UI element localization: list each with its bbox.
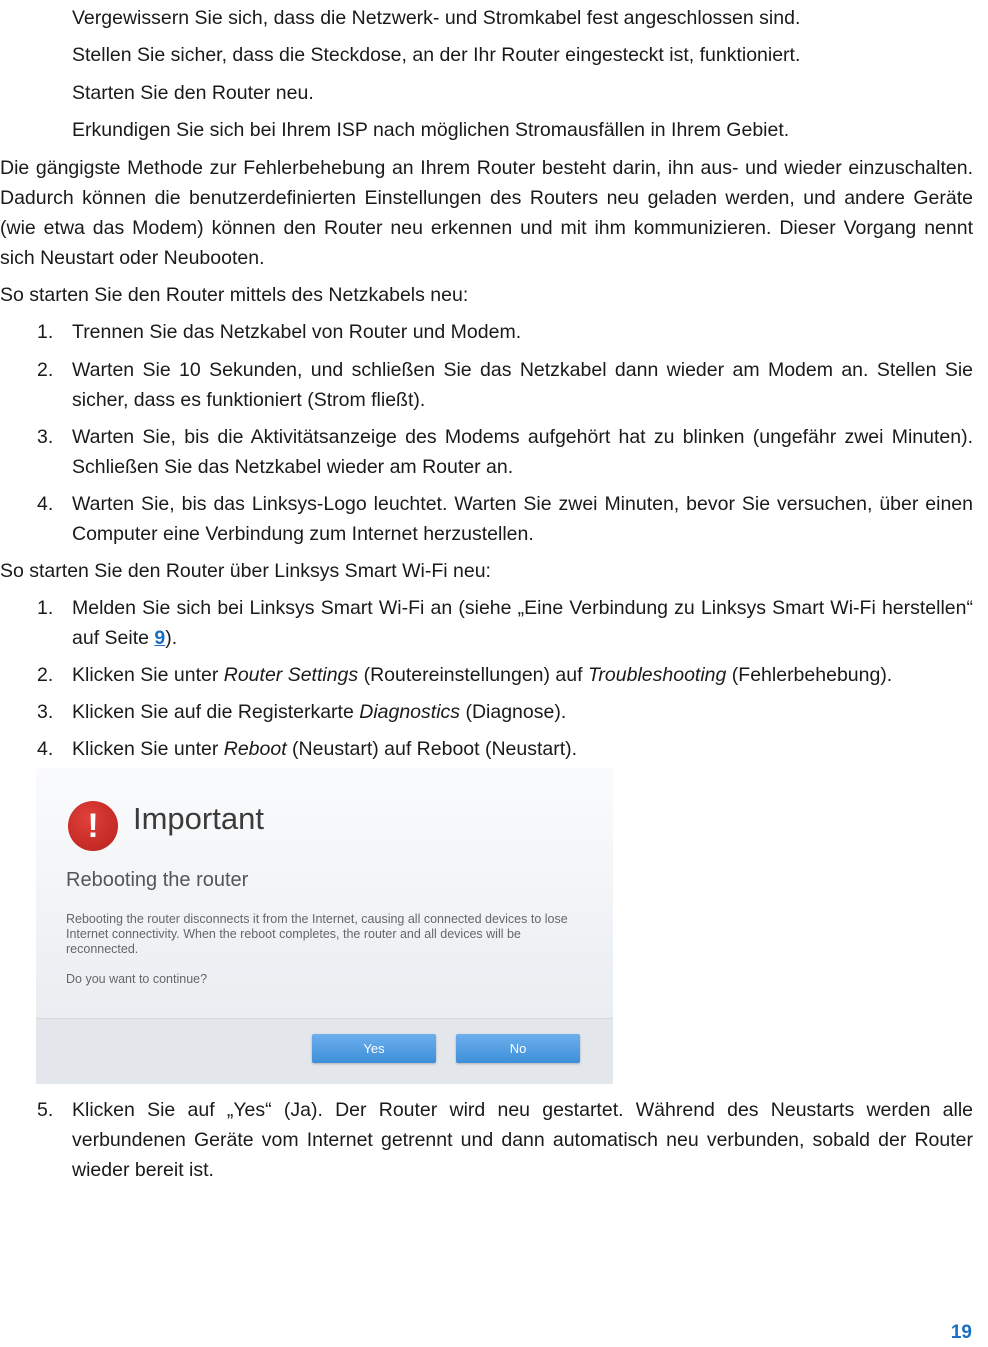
ui-term: Diagnostics (359, 701, 461, 723)
cable-step-2 (0, 355, 973, 415)
page-link[interactable]: 9 (154, 627, 166, 649)
step-text (72, 734, 973, 764)
cable-step-4 (0, 489, 973, 549)
step-text (72, 660, 973, 690)
yes-button[interactable]: Yes (312, 1034, 436, 1063)
dialog-title: Important (133, 801, 264, 836)
step-text-part: (Neustart) auf Reboot (Neustart). (286, 738, 578, 760)
step-text-part: (Routereinstellungen) auf (358, 664, 588, 686)
step-number: 1. (37, 321, 54, 343)
dialog-subtitle: Rebooting the router (66, 869, 249, 891)
main-paragraph: Die gängigste Methode zur Fehlerbehebung an Ihrem Router besteht darin, ihn aus- und wieder einzuschalten. Dadurch können die benutzerdefinierten Einstellungen des Routers neu geladen werden, und andere Geräte (wie etwa das Modem) können den Router neu erkennen und mit ihm kommunizieren. Dieser Vorgang nennt sich Neustart oder Neubooten. (0, 157, 973, 269)
step-text (72, 593, 973, 653)
intro-check-4: Erkundigen Sie sich bei Ihrem ISP nach möglichen Stromausfällen in Ihrem Gebiet. (72, 119, 790, 141)
step-text-part: Melden Sie sich bei Linksys Smart Wi-Fi an (siehe „Eine Verbindung zu Linksys Smart Wi-Fi herstellen“ auf Seite (72, 597, 973, 649)
dialog-body: Rebooting the router disconnects it from the Internet, causing all connected devices to lose Internet connectivity. When the reboot completes, the router and all devices will be reconnected. (66, 912, 568, 956)
step-text: Klicken Sie auf „Yes“ (Ja). Der Router wird neu gestartet. Während des Neustarts werden alle verbundenen Geräte vom Internet getrennt und dann automatisch neu verbunden, sobald der Router wieder bereit ist. (72, 1099, 973, 1181)
intro-check-2: Stellen Sie sicher, dass die Steckdose, an der Ihr Router eingesteckt ist, funktioniert. (72, 44, 801, 66)
step-text (72, 697, 973, 727)
ui-term: Router Settings (223, 664, 359, 686)
step-number: 4. (37, 738, 54, 760)
no-button[interactable]: No (456, 1034, 580, 1063)
step-text: Warten Sie, bis das Linksys-Logo leuchtet. Warten Sie zwei Minuten, bevor Sie versuchen, über einen Computer eine Verbindung zum Internet herzustellen. (72, 493, 973, 545)
step-text-part: Klicken Sie auf die Registerkarte (72, 701, 360, 723)
step-text-part: (Diagnose). (460, 701, 567, 723)
page-number: 19 (950, 1322, 972, 1343)
step-number: 2. (37, 359, 54, 381)
wifi-step-5 (0, 1095, 973, 1185)
step-text: Warten Sie, bis die Aktivitätsanzeige des Modems aufgehört hat zu blinken (ungefähr zwei Minuten). Schließen Sie das Netzkabel wieder am Router an. (72, 426, 973, 478)
step-number: 2. (37, 664, 54, 686)
step-number: 1. (37, 597, 54, 619)
step-text: Warten Sie 10 Sekunden, und schließen Sie das Netzkabel dann wieder am Modem an. Stellen Sie sicher, dass es funktioniert (Strom fließt). (72, 359, 973, 411)
cable-heading: So starten Sie den Router mittels des Netzkabels neu: (0, 284, 469, 306)
wifi-step-1 (0, 593, 973, 653)
step-text: Trennen Sie das Netzkabel von Router und Modem. (72, 321, 522, 343)
step-text-part: ). (165, 627, 178, 649)
step-text-part: (Fehlerbehebung). (726, 664, 893, 686)
cable-step-1 (0, 317, 973, 347)
intro-check-3: Starten Sie den Router neu. (72, 82, 314, 104)
wifi-step-3 (0, 697, 973, 727)
cable-step-3 (0, 422, 973, 482)
step-text-part: Klicken Sie unter (72, 664, 224, 686)
step-number: 3. (37, 701, 54, 723)
reboot-dialog-screenshot (36, 768, 613, 1084)
wifi-heading: So starten Sie den Router über Linksys Smart Wi-Fi neu: (0, 560, 491, 582)
dialog-question: Do you want to continue? (66, 972, 208, 986)
step-number: 4. (37, 493, 54, 515)
ui-term: Reboot (223, 738, 287, 760)
ui-term: Troubleshooting (587, 664, 727, 686)
step-number: 3. (37, 426, 54, 448)
step-number: 5. (37, 1099, 54, 1121)
intro-check-1: Vergewissern Sie sich, dass die Netzwerk- und Stromkabel fest angeschlossen sind. (72, 7, 801, 29)
alert-icon: ! (68, 801, 118, 851)
step-text-part: Klicken Sie unter (72, 738, 224, 760)
wifi-step-4 (0, 734, 973, 764)
wifi-step-2 (0, 660, 973, 690)
